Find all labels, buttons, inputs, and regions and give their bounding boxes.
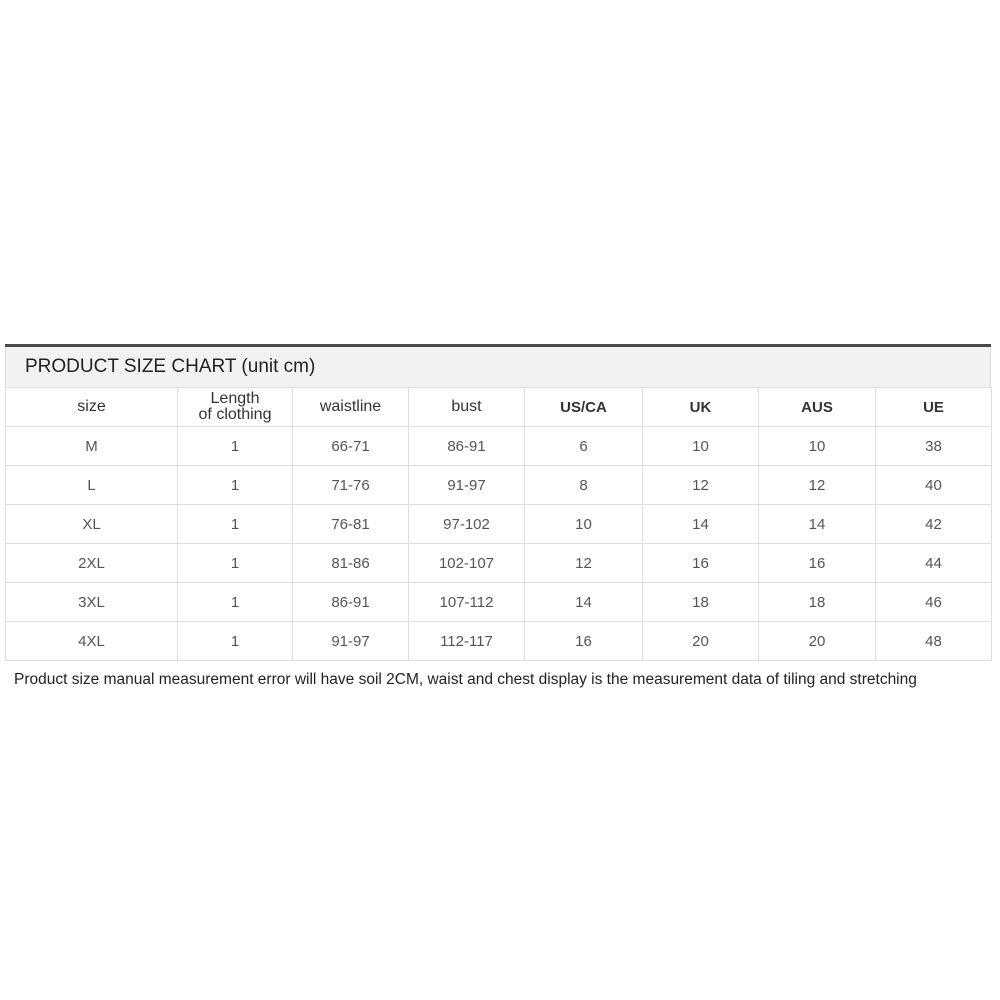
cell-usca: 14 xyxy=(525,583,643,622)
cell-ue: 44 xyxy=(876,544,992,583)
cell-aus: 16 xyxy=(759,544,876,583)
chart-title: PRODUCT SIZE CHART (unit cm) xyxy=(5,347,991,387)
cell-aus: 18 xyxy=(759,583,876,622)
cell-usca: 6 xyxy=(525,427,643,466)
cell-waistline: 66-71 xyxy=(293,427,409,466)
cell-waistline: 81-86 xyxy=(293,544,409,583)
header-uk: UK xyxy=(643,388,759,427)
cell-length: 1 xyxy=(178,583,293,622)
cell-usca: 16 xyxy=(525,622,643,661)
size-chart xyxy=(5,344,991,661)
cell-length: 1 xyxy=(178,544,293,583)
cell-bust: 86-91 xyxy=(409,427,525,466)
header-aus: AUS xyxy=(759,388,876,427)
cell-aus: 20 xyxy=(759,622,876,661)
cell-bust: 112-117 xyxy=(409,622,525,661)
cell-waistline: 76-81 xyxy=(293,505,409,544)
cell-size: M xyxy=(6,427,178,466)
cell-ue: 42 xyxy=(876,505,992,544)
cell-uk: 14 xyxy=(643,505,759,544)
size-table xyxy=(5,387,992,661)
cell-size: 4XL xyxy=(6,622,178,661)
table-row xyxy=(6,505,992,544)
cell-ue: 48 xyxy=(876,622,992,661)
cell-ue: 46 xyxy=(876,583,992,622)
cell-size: L xyxy=(6,466,178,505)
cell-waistline: 71-76 xyxy=(293,466,409,505)
table-header-row xyxy=(6,388,992,427)
cell-length: 1 xyxy=(178,622,293,661)
cell-ue: 38 xyxy=(876,427,992,466)
header-ue: UE xyxy=(876,388,992,427)
table-row xyxy=(6,622,992,661)
cell-aus: 10 xyxy=(759,427,876,466)
measurement-note: Product size manual measurement error will have soil 2CM, waist and chest display is the measurement data of tiling and stretching xyxy=(14,671,917,688)
cell-uk: 12 xyxy=(643,466,759,505)
cell-bust: 91-97 xyxy=(409,466,525,505)
cell-uk: 10 xyxy=(643,427,759,466)
cell-aus: 12 xyxy=(759,466,876,505)
cell-size: 2XL xyxy=(6,544,178,583)
table-row xyxy=(6,466,992,505)
header-length-line1: Length xyxy=(210,389,260,407)
cell-waistline: 91-97 xyxy=(293,622,409,661)
header-bust: bust xyxy=(409,388,525,427)
header-usca: US/CA xyxy=(525,388,643,427)
cell-waistline: 86-91 xyxy=(293,583,409,622)
header-length xyxy=(178,388,293,427)
cell-uk: 16 xyxy=(643,544,759,583)
cell-usca: 8 xyxy=(525,466,643,505)
cell-aus: 14 xyxy=(759,505,876,544)
cell-usca: 12 xyxy=(525,544,643,583)
header-waistline: waistline xyxy=(293,388,409,427)
cell-bust: 97-102 xyxy=(409,505,525,544)
cell-length: 1 xyxy=(178,466,293,505)
header-length-line2: of clothing xyxy=(198,405,272,423)
cell-bust: 107-112 xyxy=(409,583,525,622)
cell-length: 1 xyxy=(178,505,293,544)
cell-ue: 40 xyxy=(876,466,992,505)
cell-uk: 18 xyxy=(643,583,759,622)
header-size: size xyxy=(6,388,178,427)
table-row xyxy=(6,544,992,583)
cell-size: XL xyxy=(6,505,178,544)
table-row xyxy=(6,583,992,622)
cell-length: 1 xyxy=(178,427,293,466)
cell-uk: 20 xyxy=(643,622,759,661)
table-row xyxy=(6,427,992,466)
cell-size: 3XL xyxy=(6,583,178,622)
cell-usca: 10 xyxy=(525,505,643,544)
cell-bust: 102-107 xyxy=(409,544,525,583)
